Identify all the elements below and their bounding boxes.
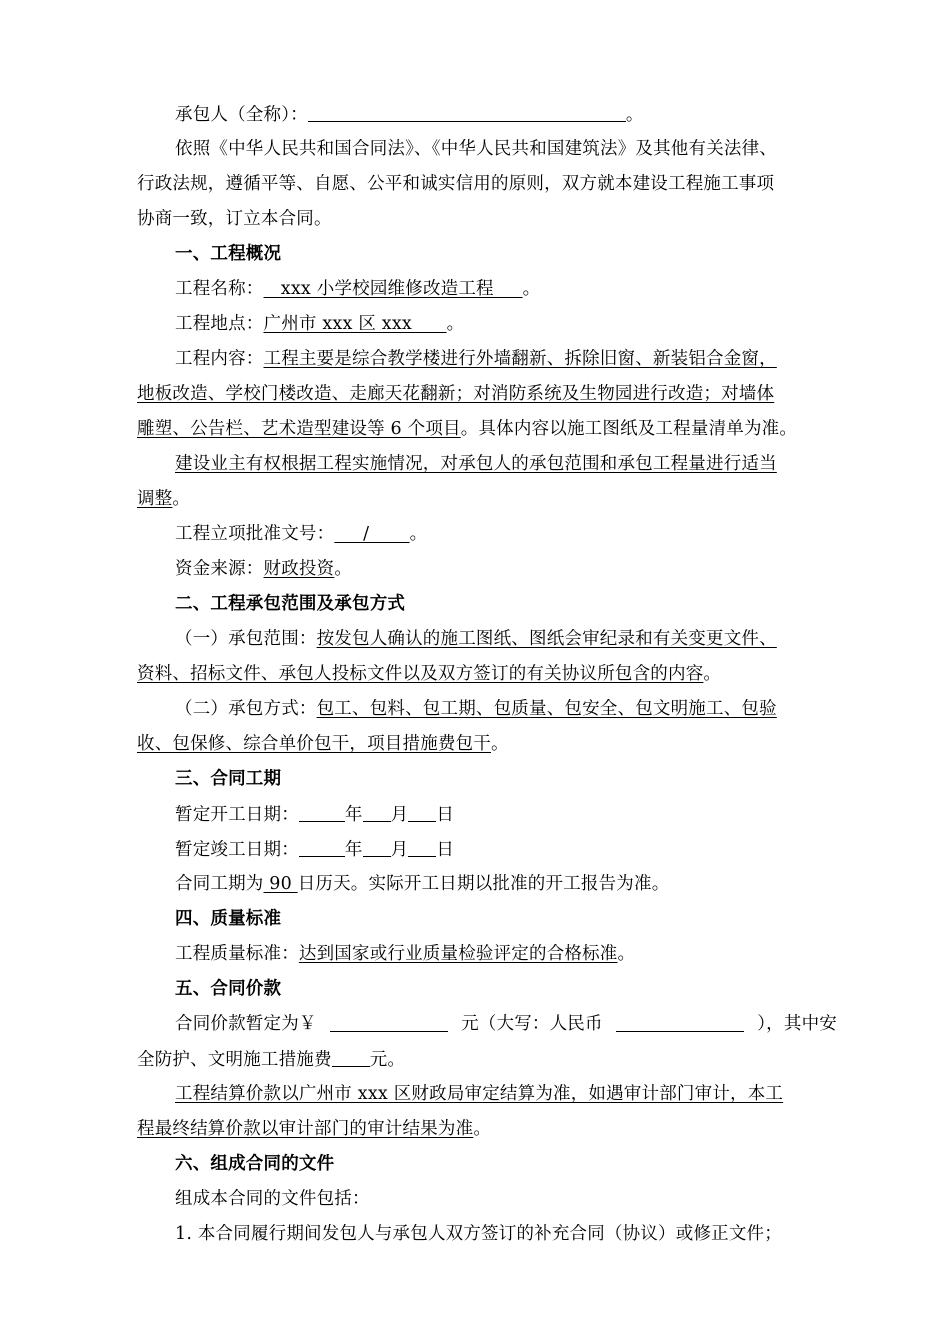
documents-intro: 组成本合同的文件包括：	[175, 1189, 370, 1209]
contractor-name-blank	[308, 103, 626, 122]
fund-source-line: 资金来源：财政投资。	[175, 559, 353, 579]
quality-standard-value: 达到国家或行业质量检验评定的合格标准	[298, 944, 618, 964]
adjust-line-1: 建设业主有权根据工程实施情况，对承包人的承包范围和承包工程量进行适当	[175, 454, 777, 474]
section-1-title: 一、工程概况	[175, 244, 282, 264]
end-day-blank	[408, 838, 436, 857]
section-6-title: 六、组成合同的文件	[175, 1154, 335, 1174]
project-name-value: xxx 小学校园维修改造工程	[263, 279, 523, 299]
end-year-blank	[299, 838, 345, 857]
mode-line-2: 收、包保修、综合单价包干，项目措施费包干。	[137, 734, 509, 754]
safety-fee-blank	[332, 1048, 370, 1067]
price-amount-blank	[330, 1013, 448, 1032]
adjust-line-2: 调整。	[137, 489, 191, 509]
duration-line: 合同工期为 90 日历天。实际开工日期以批准的开工报告为准。	[175, 874, 670, 894]
approval-number-line: 工程立项批准文号： / 。	[175, 524, 428, 544]
fund-source-value: 财政投资	[263, 559, 335, 579]
start-month-blank	[363, 803, 391, 822]
contractor-line: 承包人（全称）： 。	[175, 105, 644, 125]
duration-value: 90	[263, 874, 298, 894]
price-words-blank	[616, 1013, 744, 1032]
preamble-line-3: 协商一致，订立本合同。	[137, 209, 332, 229]
project-site-value: 广州市 xxx 区 xxx	[263, 314, 447, 334]
project-content-line-1: 工程内容：工程主要是综合教学楼进行外墙翻新、拆除旧窗、新装铝合金窗，	[175, 349, 777, 369]
scope-line-1: （一）承包范围：按发包人确认的施工图纸、图纸会审纪录和有关变更文件、	[175, 629, 777, 649]
section-5-title: 五、合同价款	[175, 979, 282, 999]
project-name-line: 工程名称： xxx 小学校园维修改造工程 。	[175, 279, 541, 299]
start-date-line: 暂定开工日期： 年 月 日	[175, 805, 455, 825]
preamble-line-2: 行政法规，遵循平等、自愿、公平和诚实信用的原则，双方就本建设工程施工事项	[137, 174, 775, 194]
project-content-line-2: 地板改造、学校门楼改造、走廊天花翻新；对消防系统及生物园进行改造；对墙体	[137, 384, 775, 404]
preamble-line-1: 依照《中华人民共和国合同法》、《中华人民共和国建筑法》及其他有关法律、	[175, 139, 777, 159]
price-line-2: 全防护、文明施工措施费 元。	[137, 1050, 406, 1070]
scope-line-2: 资料、招标文件、承包人投标文件以及双方签订的有关协议所包含的内容。	[137, 664, 722, 684]
section-2-title: 二、工程承包范围及承包方式	[175, 594, 406, 614]
section-3-title: 三、合同工期	[175, 769, 282, 789]
settlement-line-2: 程最终结算价款以审计部门的审计结果为准。	[137, 1119, 492, 1139]
approval-number-value: /	[334, 524, 410, 544]
end-month-blank	[363, 838, 391, 857]
start-day-blank	[408, 803, 436, 822]
settlement-line-1: 工程结算价款以广州市 xxx 区财政局审定结算为准，如遇审计部门审计，本工	[175, 1084, 784, 1104]
section-4-title: 四、质量标准	[175, 909, 282, 929]
start-year-blank	[299, 803, 345, 822]
quality-standard-line: 工程质量标准：达到国家或行业质量检验评定的合格标准。	[175, 944, 636, 964]
mode-line-1: （二）承包方式：包工、包料、包工期、包质量、包安全、包文明施工、包验	[175, 699, 777, 719]
price-line-1: 合同价款暂定为￥ 元（大写：人民币 ），其中安	[175, 1014, 837, 1034]
project-site-line: 工程地点：广州市 xxx 区 xxx 。	[175, 314, 465, 334]
documents-item-1: 1. 本合同履行期间发包人与承包人双方签订的补充合同（协议）或修正文件；	[175, 1224, 782, 1244]
end-date-line: 暂定竣工日期： 年 月 日	[175, 840, 455, 860]
project-content-line-3: 雕塑、公告栏、艺术造型建设等 6 个项目。具体内容以施工图纸及工程量清单为准。	[137, 419, 798, 439]
